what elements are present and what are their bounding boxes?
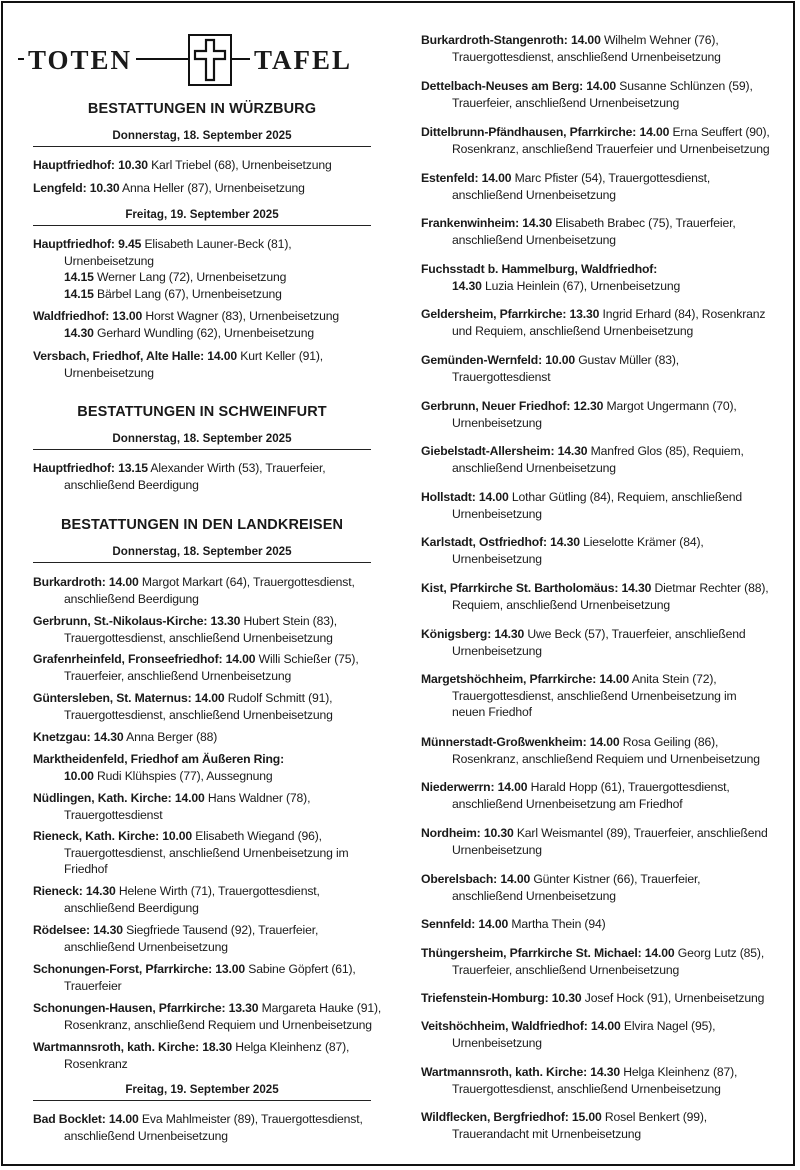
burial-entry bbox=[33, 236, 291, 302]
section-heading-wuerzburg: BESTATTUNGEN IN WÜRZBURG bbox=[87, 101, 317, 117]
entry-place-time: Gerbrunn, St.-Nikolaus-Kirche: 13.30 bbox=[33, 614, 241, 628]
burial-entry bbox=[421, 990, 764, 1007]
burial-entry bbox=[421, 215, 736, 248]
entry-first-line bbox=[421, 1018, 715, 1035]
entry-first-line bbox=[33, 180, 305, 197]
burial-entry bbox=[421, 170, 710, 203]
entry-place-time: Burkardroth: 14.00 bbox=[33, 575, 139, 589]
entry-first-line bbox=[33, 460, 325, 477]
entry-first-line bbox=[421, 626, 746, 643]
burial-entry bbox=[33, 157, 332, 174]
entry-continuation: Trauerandacht mit Urnenbeisetzung bbox=[452, 1126, 642, 1141]
day-heading: Donnerstag, 18. September 2025 bbox=[33, 129, 371, 147]
burial-entry bbox=[33, 729, 217, 746]
entry-first-line bbox=[33, 1039, 349, 1056]
entry-place-time: Waldfriedhof: 13.00 bbox=[33, 309, 143, 323]
entry-text: Siegfriede Tausend (92), Trauerfeier, bbox=[122, 923, 319, 937]
entry-place-time: Hauptfriedhof: 9.45 bbox=[33, 237, 142, 251]
entry-place-time: Oberelsbach: 14.00 bbox=[421, 872, 531, 886]
entry-continuation: anschließend Urnenbeisetzung bbox=[452, 460, 616, 475]
entry-place-time: Rieneck: 14.30 bbox=[33, 884, 116, 898]
entry-first-line bbox=[421, 534, 704, 551]
burial-entry bbox=[33, 348, 323, 381]
burial-entry bbox=[33, 961, 356, 994]
entry-place-time: Hauptfriedhof: 10.30 bbox=[33, 158, 148, 172]
entry-time: 14.15 bbox=[64, 270, 94, 284]
entry-continuation: und Requiem, anschließend Urnenbeisetzung bbox=[452, 323, 694, 338]
entry-continuation: Urnenbeisetzung bbox=[64, 365, 154, 380]
entry-extra-line bbox=[33, 269, 291, 286]
totentafel-logo bbox=[18, 34, 354, 86]
entry-continuation: Requiem, anschließend Urnenbeisetzung bbox=[452, 597, 671, 612]
burial-entry bbox=[33, 651, 359, 684]
entry-place-time: Rieneck, Kath. Kirche: 10.00 bbox=[33, 829, 193, 843]
entry-place-time: Lengfeld: 10.30 bbox=[33, 181, 120, 195]
entry-first-line bbox=[421, 261, 680, 278]
burial-entry bbox=[33, 180, 305, 197]
burial-entry bbox=[33, 690, 333, 723]
entry-first-line bbox=[33, 690, 333, 707]
entry-continuation: Urnenbeisetzung bbox=[452, 551, 542, 566]
entry-first-line bbox=[421, 825, 768, 842]
entry-continuation: Rosenkranz, anschließend Trauerfeier und Urnenbeisetzung bbox=[452, 141, 770, 156]
entry-first-line bbox=[421, 734, 760, 751]
entry-text: Wilhelm Wehner (76), bbox=[600, 33, 719, 47]
entry-place-time: Giebelstadt-Allersheim: 14.30 bbox=[421, 444, 588, 458]
entry-time: 14.30 bbox=[64, 325, 94, 340]
entry-first-line bbox=[421, 352, 679, 369]
entry-text: Helga Kleinhenz (87), bbox=[231, 1040, 350, 1054]
burial-entry bbox=[421, 916, 606, 933]
entry-text: Marc Pfister (54), Trauergottesdienst, bbox=[511, 171, 711, 185]
entry-first-line bbox=[33, 883, 320, 900]
entry-place-time: Schonungen-Forst, Pfarrkirche: 13.00 bbox=[33, 962, 245, 976]
entry-place-time: Versbach, Friedhof, Alte Halle: 14.00 bbox=[33, 349, 237, 363]
entry-continuation: Trauergottesdienst bbox=[64, 807, 163, 822]
entry-text: Manfred Glos (85), Requiem, bbox=[587, 444, 744, 458]
burial-entry bbox=[33, 613, 337, 646]
entry-text: Uwe Beck (57), Trauerfeier, anschließend bbox=[524, 627, 746, 641]
burial-entry bbox=[33, 308, 339, 341]
entry-place-time: Estenfeld: 14.00 bbox=[421, 171, 512, 185]
entry-place-time: Geldersheim, Pfarrkirche: 13.30 bbox=[421, 307, 600, 321]
entry-first-line bbox=[33, 348, 323, 365]
entry-place-time: Wildflecken, Bergfriedhof: 15.00 bbox=[421, 1110, 602, 1124]
entry-continuation: anschließend Urnenbeisetzung am Friedhof bbox=[452, 796, 683, 811]
burial-entry bbox=[33, 751, 284, 784]
entry-continuation: anschließend Beerdigung bbox=[64, 477, 199, 492]
burial-entry bbox=[421, 124, 770, 157]
entry-first-line bbox=[33, 729, 217, 746]
entry-continuation: anschließend Urnenbeisetzung bbox=[452, 232, 616, 247]
entry-continuation: anschließend Urnenbeisetzung bbox=[452, 888, 616, 903]
entry-continuation: anschließend Beerdigung bbox=[64, 591, 199, 606]
entry-continuation: Trauerfeier, anschließend Urnenbeisetzung bbox=[452, 95, 680, 110]
entry-text: Bärbel Lang (67), Urnenbeisetzung bbox=[93, 286, 282, 301]
entry-text: Rosa Geiling (86), bbox=[619, 735, 719, 749]
entry-place-time: Nüdlingen, Kath. Kirche: 14.00 bbox=[33, 791, 205, 805]
entry-first-line bbox=[421, 916, 606, 933]
logo-word-toten: TOTEN bbox=[24, 45, 136, 76]
burial-entry bbox=[421, 871, 700, 904]
section-heading-landkreise: BESTATTUNGEN IN DEN LANDKREISEN bbox=[60, 517, 344, 533]
burial-entry bbox=[421, 443, 744, 476]
entry-place-time: Wartmannsroth, kath. Kirche: 18.30 bbox=[33, 1040, 232, 1054]
entry-text: Willi Schießer (75), bbox=[255, 652, 359, 666]
entry-continuation: Urnenbeisetzung bbox=[452, 506, 542, 521]
entry-first-line bbox=[421, 443, 744, 460]
entry-text: Luzia Heinlein (67), Urnenbeisetzung bbox=[481, 278, 681, 293]
entry-place-time: Frankenwinheim: 14.30 bbox=[421, 216, 552, 230]
entry-first-line bbox=[33, 236, 291, 253]
entry-place-time: Fuchsstadt b. Hammelburg, Waldfriedhof: bbox=[421, 262, 658, 276]
entry-extra-line bbox=[421, 278, 680, 295]
entry-extra-line bbox=[33, 286, 291, 303]
burial-entry bbox=[33, 883, 320, 916]
burial-entry bbox=[421, 352, 679, 385]
entry-first-line bbox=[421, 871, 700, 888]
entry-continuation: neuen Friedhof bbox=[452, 705, 532, 719]
entry-first-line bbox=[33, 961, 356, 978]
entry-first-line bbox=[421, 489, 742, 506]
entry-place-time: Burkardroth-Stangenroth: 14.00 bbox=[421, 33, 601, 47]
entry-first-line bbox=[421, 170, 710, 187]
entry-text: Lothar Gütling (84), Requiem, anschließend bbox=[508, 490, 743, 504]
entry-text: Dietmar Rechter (88), bbox=[651, 581, 769, 595]
cross-icon bbox=[188, 34, 232, 86]
entry-first-line bbox=[421, 1109, 707, 1126]
burial-entry bbox=[421, 261, 680, 294]
entry-text: Gerhard Wundling (62), Urnenbeisetzung bbox=[93, 325, 314, 340]
entry-text: Anita Stein (72), bbox=[629, 672, 717, 686]
entry-continuation: Trauergottesdienst, anschließend Urnenbeisetzung bbox=[64, 630, 333, 645]
entry-place-time: Wartmannsroth, kath. Kirche: 14.30 bbox=[421, 1065, 620, 1079]
entry-continuation: Urnenbeisetzung bbox=[452, 643, 542, 658]
burial-entry bbox=[421, 825, 768, 858]
entry-first-line bbox=[421, 215, 736, 232]
entry-place-time: Sennfeld: 14.00 bbox=[421, 917, 509, 931]
burial-entry bbox=[33, 790, 310, 823]
burial-entry bbox=[33, 1039, 349, 1072]
entry-text: Günter Kistner (66), Trauerfeier, bbox=[530, 872, 701, 886]
entry-first-line bbox=[421, 990, 764, 1007]
entry-extra-line bbox=[33, 325, 339, 342]
entry-text: Margot Markart (64), Trauergottesdienst, bbox=[138, 575, 355, 589]
entry-continuation: Trauerfeier, anschließend Urnenbeisetzung bbox=[452, 962, 680, 977]
entry-continuation: Trauergottesdienst bbox=[452, 369, 551, 384]
entry-text: Eva Mahlmeister (89), Trauergottesdienst, bbox=[138, 1112, 363, 1126]
entry-time: 14.15 bbox=[64, 286, 94, 301]
entry-continuation: Rosenkranz bbox=[64, 1056, 128, 1071]
entry-text: Horst Wagner (83), Urnenbeisetzung bbox=[142, 309, 339, 323]
entry-place-time: Grafenrheinfeld, Fronseefriedhof: 14.00 bbox=[33, 652, 256, 666]
entry-text: Rudolf Schmitt (91), bbox=[224, 691, 333, 705]
burial-entry bbox=[421, 1064, 737, 1097]
entry-first-line bbox=[421, 779, 730, 796]
entry-place-time: Königsberg: 14.30 bbox=[421, 627, 525, 641]
entry-text: Harald Hopp (61), Trauergottesdienst, bbox=[527, 780, 730, 794]
burial-entry bbox=[421, 626, 746, 659]
entry-continuation: Urnenbeisetzung bbox=[452, 842, 542, 857]
entry-first-line bbox=[421, 124, 770, 141]
entry-text: Erna Seuffert (90), bbox=[669, 125, 770, 139]
entry-continuation: Trauergottesdienst, anschließend Urnenbeisetzung im bbox=[64, 845, 349, 860]
entry-continuation: Urnenbeisetzung bbox=[452, 1035, 542, 1050]
entry-text: Anna Berger (88) bbox=[123, 730, 218, 744]
burial-entry bbox=[421, 398, 737, 431]
entry-time: 14.30 bbox=[452, 278, 482, 293]
entry-extra-line bbox=[33, 768, 284, 785]
burial-entry bbox=[421, 32, 721, 65]
entry-place-time: Hollstadt: 14.00 bbox=[421, 490, 509, 504]
entry-continuation: anschließend Beerdigung bbox=[64, 900, 199, 915]
entry-place-time: Margetshöchheim, Pfarrkirche: 14.00 bbox=[421, 672, 630, 686]
entry-text: Elisabeth Wiegand (96), bbox=[192, 829, 322, 843]
entry-first-line bbox=[33, 751, 284, 768]
entry-text: Anna Heller (87), Urnenbeisetzung bbox=[119, 181, 305, 195]
day-heading: Donnerstag, 18. September 2025 bbox=[33, 432, 371, 450]
entry-first-line bbox=[421, 671, 737, 688]
entry-text: Rosel Benkert (99), bbox=[601, 1110, 708, 1124]
entry-text: Sabine Göpfert (61), bbox=[245, 962, 356, 976]
entry-continuation: Rosenkranz, anschließend Requiem und Urnenbeisetzung bbox=[452, 751, 760, 766]
burial-entry bbox=[33, 1111, 363, 1144]
entry-first-line bbox=[33, 1111, 363, 1128]
entry-first-line bbox=[421, 306, 765, 323]
entry-place-time: Gemünden-Wernfeld: 10.00 bbox=[421, 353, 575, 367]
entry-continuation: Trauerfeier, anschließend Urnenbeisetzung bbox=[64, 668, 292, 683]
entry-first-line bbox=[421, 78, 753, 95]
entry-place-time: Nordheim: 10.30 bbox=[421, 826, 514, 840]
burial-entry bbox=[421, 1018, 715, 1051]
entry-time: 10.00 bbox=[64, 768, 94, 783]
entry-place-time: Güntersleben, St. Maternus: 14.00 bbox=[33, 691, 225, 705]
entry-text: Werner Lang (72), Urnenbeisetzung bbox=[93, 270, 287, 284]
entry-continuation: anschließend Urnenbeisetzung bbox=[64, 1128, 228, 1143]
entry-text: Susanne Schlünzen (59), bbox=[616, 79, 753, 93]
entry-place-time: Knetzgau: 14.30 bbox=[33, 730, 124, 744]
entry-text: Hans Waldner (78), bbox=[204, 791, 311, 805]
entry-place-time: Karlstadt, Ostfriedhof: 14.30 bbox=[421, 535, 580, 549]
entry-text: Karl Triebel (68), Urnenbeisetzung bbox=[147, 158, 332, 172]
burial-entry bbox=[33, 460, 325, 493]
burial-entry bbox=[421, 1109, 707, 1142]
burial-entry bbox=[421, 671, 737, 721]
entry-text: Helene Wirth (71), Trauergottesdienst, bbox=[115, 884, 320, 898]
entry-continuation: Trauergottesdienst, anschließend Urnenbeisetzung bbox=[64, 707, 333, 722]
entry-text: Gustav Müller (83), bbox=[574, 353, 679, 367]
entry-text: Hubert Stein (83), bbox=[240, 614, 337, 628]
entry-text: Kurt Keller (91), bbox=[236, 349, 324, 363]
entry-text: Elisabeth Brabec (75), Trauerfeier, bbox=[551, 216, 736, 230]
entry-text: Margareta Hauke (91), bbox=[258, 1001, 382, 1015]
entry-continuation: Trauergottesdienst, anschließend Urnenbeisetzung bbox=[452, 49, 721, 64]
entry-place-time: Kist, Pfarrkirche St. Bartholomäus: 14.30 bbox=[421, 581, 652, 595]
entry-continuation: Trauerfeier bbox=[64, 978, 122, 993]
entry-text: Georg Lutz (85), bbox=[674, 946, 765, 960]
burial-entry bbox=[33, 828, 349, 878]
section-heading-schweinfurt: BESTATTUNGEN IN SCHWEINFURT bbox=[77, 404, 327, 420]
day-heading: Freitag, 19. September 2025 bbox=[33, 208, 371, 226]
entry-continuation: Rosenkranz, anschließend Requiem und Urnenbeisetzung bbox=[64, 1017, 372, 1032]
entry-place-time: Marktheidenfeld, Friedhof am Äußeren Ring: bbox=[33, 752, 285, 766]
entry-text: Rudi Klühspies (77), Aussegnung bbox=[93, 768, 273, 783]
entry-first-line bbox=[33, 574, 355, 591]
entry-continuation: anschließend Urnenbeisetzung bbox=[64, 939, 228, 954]
day-heading: Donnerstag, 18. September 2025 bbox=[33, 545, 371, 563]
burial-entry bbox=[421, 306, 765, 339]
entry-first-line bbox=[33, 828, 349, 845]
burial-entry bbox=[421, 534, 704, 567]
entry-text: Helga Kleinhenz (87), bbox=[619, 1065, 738, 1079]
entry-place-time: Gerbrunn, Neuer Friedhof: 12.30 bbox=[421, 399, 604, 413]
entry-place-time: Bad Bocklet: 14.00 bbox=[33, 1112, 139, 1126]
entry-place-time: Rödelsee: 14.30 bbox=[33, 923, 123, 937]
entry-first-line bbox=[33, 157, 332, 174]
entry-continuation: Friedhof bbox=[64, 862, 108, 876]
entry-first-line bbox=[33, 651, 359, 668]
burial-entry bbox=[421, 779, 730, 812]
entry-text: Josef Hock (91), Urnenbeisetzung bbox=[581, 991, 765, 1005]
logo-word-tafel: TAFEL bbox=[250, 45, 356, 76]
burial-entry bbox=[421, 489, 742, 522]
entry-first-line bbox=[421, 32, 721, 49]
entry-text: Alexander Wirth (53), Trauerfeier, bbox=[147, 461, 326, 475]
entry-place-time: Dittelbrunn-Pfändhausen, Pfarrkirche: 14.00 bbox=[421, 125, 670, 139]
entry-place-time: Thüngersheim, Pfarrkirche St. Michael: 14.00 bbox=[421, 946, 675, 960]
entry-continuation: Trauergottesdienst, anschließend Urnenbeisetzung bbox=[452, 1081, 721, 1096]
entry-continuation: Urnenbeisetzung bbox=[64, 253, 154, 268]
entry-first-line bbox=[33, 922, 318, 939]
entry-first-line bbox=[33, 1000, 381, 1017]
burial-entry bbox=[421, 945, 764, 978]
entry-text: Elisabeth Launer-Beck (81), bbox=[141, 237, 292, 251]
entry-continuation: Urnenbeisetzung bbox=[452, 415, 542, 430]
burial-entry bbox=[33, 574, 355, 607]
entry-first-line bbox=[33, 790, 310, 807]
entry-text: Elvira Nagel (95), bbox=[620, 1019, 716, 1033]
entry-text: Ingrid Erhard (84), Rosenkranz bbox=[599, 307, 766, 321]
entry-first-line bbox=[421, 1064, 737, 1081]
entry-continuation: Trauergottesdienst, anschließend Urnenbeisetzung im bbox=[452, 688, 737, 703]
entry-first-line bbox=[33, 613, 337, 630]
entry-place-time: Veitshöchheim, Waldfriedhof: 14.00 bbox=[421, 1019, 621, 1033]
entry-text: Karl Weismantel (89), Trauerfeier, anschließend bbox=[513, 826, 768, 840]
entry-first-line bbox=[421, 580, 769, 597]
entry-first-line bbox=[421, 398, 737, 415]
burial-entry bbox=[421, 78, 753, 111]
entry-place-time: Niederwerrn: 14.00 bbox=[421, 780, 528, 794]
entry-place-time: Schonungen-Hausen, Pfarrkirche: 13.30 bbox=[33, 1001, 259, 1015]
burial-entry bbox=[33, 922, 318, 955]
entry-text: Lieselotte Krämer (84), bbox=[579, 535, 704, 549]
entry-first-line bbox=[421, 945, 764, 962]
entry-text: Margot Ungermann (70), bbox=[603, 399, 737, 413]
burial-entry bbox=[421, 734, 760, 767]
burial-entry bbox=[33, 1000, 381, 1033]
entry-place-time: Dettelbach-Neuses am Berg: 14.00 bbox=[421, 79, 617, 93]
entry-continuation: anschließend Urnenbeisetzung bbox=[452, 187, 616, 202]
day-heading: Freitag, 19. September 2025 bbox=[33, 1083, 371, 1101]
entry-place-time: Hauptfriedhof: 13.15 bbox=[33, 461, 148, 475]
entry-place-time: Münnerstadt-Großwenkheim: 14.00 bbox=[421, 735, 620, 749]
entry-first-line bbox=[33, 308, 339, 325]
entry-text: Martha Thein (94) bbox=[508, 917, 606, 931]
entry-place-time: Triefenstein-Homburg: 10.30 bbox=[421, 991, 582, 1005]
burial-entry bbox=[421, 580, 769, 613]
